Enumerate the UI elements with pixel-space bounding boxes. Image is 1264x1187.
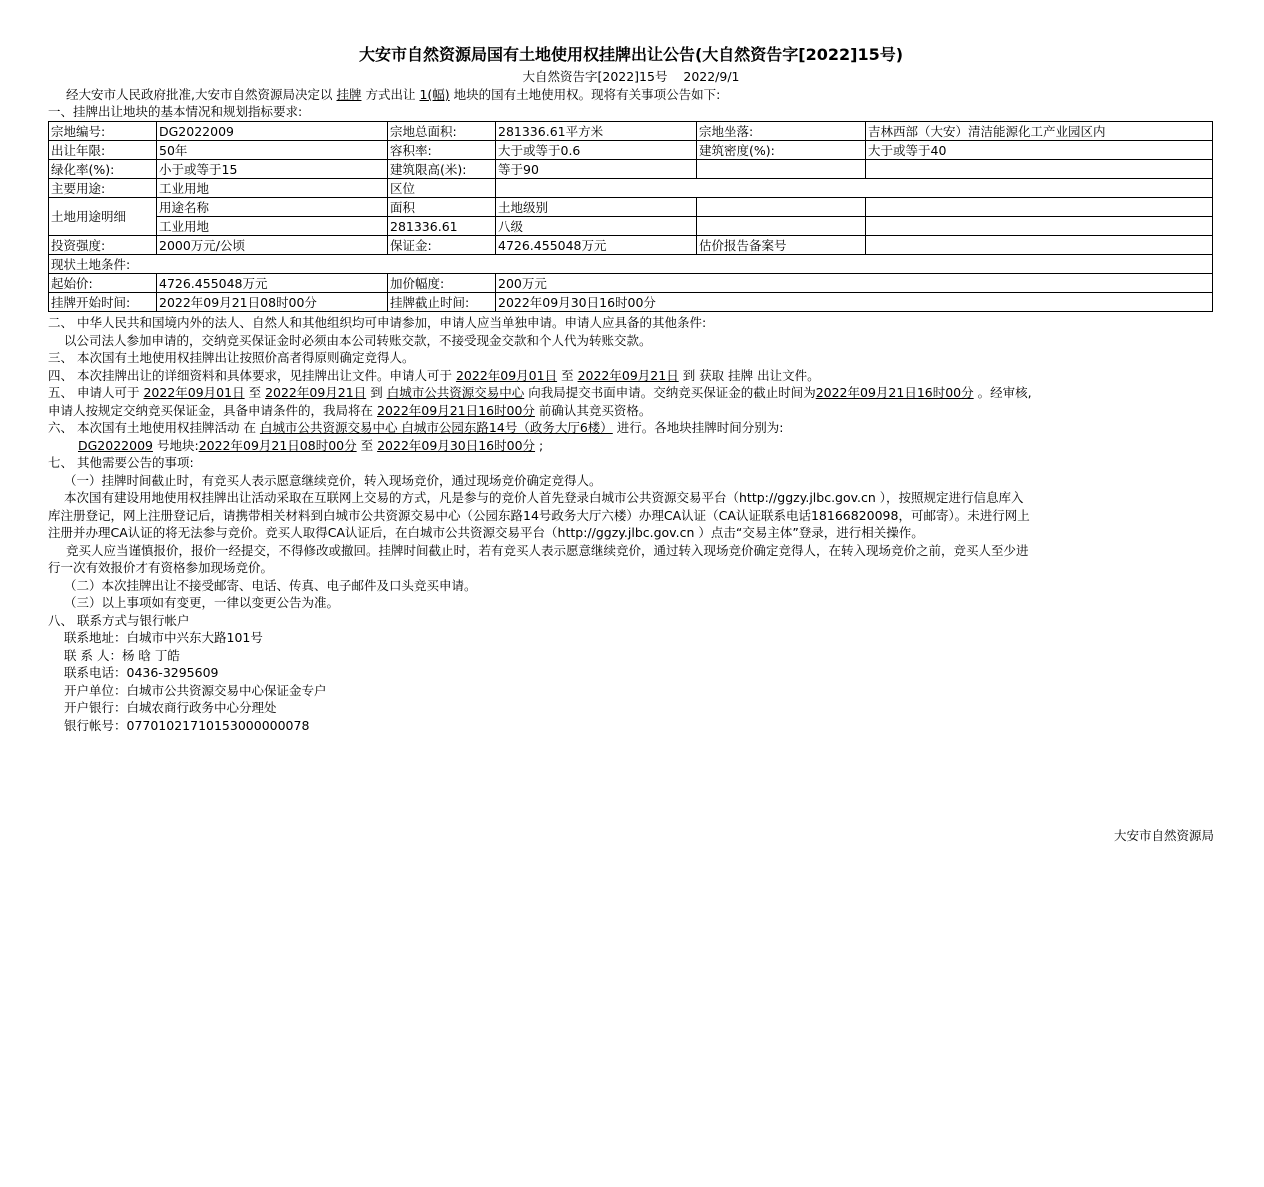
table-cell: 土地用途明细 (49, 198, 157, 236)
section-7-online-l2: 库注册登记，网上注册登记后，请携带相关材料到白城市公共资源交易中心（公园东路14号政务大厅六楼）办理CA认证（CA认证联系电话18166820098，可邮寄）。未进行网上 (48, 507, 1030, 523)
section-1-title: 一、挂牌出让地块的基本情况和规划指标要求: (48, 104, 303, 119)
table-cell (866, 236, 1213, 255)
section-8 (48, 612, 1214, 735)
table-row (49, 217, 1213, 236)
table-cell: 加价幅度: (388, 274, 496, 293)
table-cell (697, 217, 866, 236)
table-cell: DG2022009 (157, 122, 388, 141)
section-7-title: 七、 其他需要公告的事项: (48, 455, 194, 470)
table-cell: 保证金: (388, 236, 496, 255)
section-5-end: 。经审核, (977, 385, 1032, 400)
section-4-text: 四、 本次挂牌出让的详细资料和具体要求，见挂牌出让文件。申请人可于 (48, 367, 452, 383)
table-cell: 建筑限高(米): (388, 160, 496, 179)
table-cell: 小于或等于15 (157, 160, 388, 179)
table-row (49, 160, 1213, 179)
table-cell: 281336.61 (388, 217, 496, 236)
section-6-line-1 (48, 419, 1214, 437)
section-4-date-start: 2022年09月01日 (455, 367, 558, 383)
table-cell: 八级 (496, 217, 697, 236)
section-8-title: 八、 联系方式与银行帐户 (48, 612, 190, 628)
section-5-line-2-end: 前确认其竞买资格。 (538, 402, 652, 418)
table-cell (866, 217, 1213, 236)
section-6-line-2 (48, 437, 1214, 455)
account-unit: 开户单位：白城市公共资源交易中心保证金专户 (64, 682, 327, 698)
section-7-bid-l1: 竞买人应当谨慎报价，报价一经提交，不得修改或撤回。挂牌时间截止时，若有竞买人表示愿意继续竞价，通过转入现场竞价确定竞得人，在转入现场竞价之前，竞买人至少进 (66, 542, 1029, 558)
table-cell: 用途名称 (157, 198, 388, 217)
table-cell: 4726.455048万元 (496, 236, 697, 255)
table-cell: 50年 (157, 141, 388, 160)
table-cell: 面积 (388, 198, 496, 217)
table-row (49, 179, 1213, 198)
table-cell: 主要用途: (49, 179, 157, 198)
table-cell: 挂牌截止时间: (388, 293, 496, 312)
table-cell: 2000万元/公顷 (157, 236, 388, 255)
table-cell: 宗地坐落: (697, 122, 866, 141)
section-7-item-2: （二）本次挂牌出让不接受邮寄、电话、传真、电子邮件及口头竞买申请。 (64, 577, 477, 593)
contact-person: 联 系 人：杨 晗 丁皓 (64, 647, 180, 663)
table-cell: 大于或等于40 (866, 141, 1213, 160)
section-6-place: 白城市公共资源交易中心 白城市公园东路14号（政务大厅6楼） (259, 420, 613, 435)
table-cell: 2022年09月30日16时00分 (496, 293, 1213, 312)
section-5-deadline: 2022年09月21日16时00分 (815, 385, 974, 400)
parcel-to: 至 (360, 437, 374, 453)
section-5-deadline-text: 向我局提交书面申请。交纳竞买保证金的截止时间为 (528, 385, 816, 400)
table-cell: 投资强度: (49, 236, 157, 255)
intro-paragraph (48, 86, 1214, 103)
section-6-text: 六、 本次国有土地使用权挂牌活动 在 (48, 420, 256, 435)
contact-phone: 联系电话：0436-3295609 (64, 665, 219, 680)
parcel-end: ; (539, 437, 544, 453)
table-row (49, 255, 1213, 274)
table-cell (866, 198, 1213, 217)
section-7 (48, 454, 1214, 612)
table-row (49, 198, 1213, 217)
table-cell: 大于或等于0.6 (496, 141, 697, 160)
section-3: 三、 本次国有土地使用权挂牌出让按照价高者得原则确定竞得人。 (48, 350, 415, 365)
table-cell (697, 160, 866, 179)
table-row (49, 141, 1213, 160)
table-cell: 281336.61平方米 (496, 122, 697, 141)
contact-address: 联系地址：白城市中兴东大路101号 (64, 630, 263, 645)
doc-number-date (48, 68, 1214, 86)
section-2 (48, 314, 1214, 349)
table-cell: 工业用地 (157, 217, 388, 236)
table-row (49, 274, 1213, 293)
table-cell: 挂牌开始时间: (49, 293, 157, 312)
section-5-text: 五、 申请人可于 (48, 385, 140, 400)
section-7-online-l3: 注册并办理CA认证的将无法参与竞价。竞买人取得CA认证后，在白城市公共资源交易平台（http://ggzy.jlbc.gov.cn ）点击“交易主体”登录，进行相关操作。 (48, 525, 924, 540)
table-cell: 宗地编号: (49, 122, 157, 141)
table-cell: 吉林西部（大安）清洁能源化工产业园区内 (866, 122, 1213, 141)
table-row (49, 293, 1213, 312)
section-7-bid-l2: 行一次有效报价才有资格参加现场竞价。 (48, 560, 274, 575)
section-5 (48, 384, 1214, 419)
table-cell: 容积率: (388, 141, 496, 160)
page-title: 大安市自然资源局国有土地使用权挂牌出让公告(大自然资告字[2022]15号) (358, 45, 904, 64)
table-cell: 工业用地 (157, 179, 388, 198)
signature: 大安市自然资源局 (1113, 828, 1214, 843)
section-4-text-end: 到 获取 挂牌 出让文件。 (682, 367, 820, 383)
table-cell: 绿化率(%): (49, 160, 157, 179)
table-cell (866, 160, 1213, 179)
section-2-line-1: 二、 中华人民共和国境内外的法人、自然人和其他组织均可申请参加，申请人应当单独申请。申请人应具备的其他条件: (48, 315, 707, 330)
intro-text-2: 方式出让 (365, 87, 416, 102)
section-5-to: 至 (248, 385, 262, 400)
doc-date: 2022/9/1 (683, 69, 740, 84)
table-cell: 现状土地条件: (49, 255, 1213, 274)
account-number: 银行帐号：07701021710153000000078 (64, 717, 310, 733)
section-5-place: 白城市公共资源交易中心 (386, 385, 525, 400)
section-5-date-start: 2022年09月01日 (143, 385, 245, 400)
section-4-date-end: 2022年09月21日 (577, 367, 679, 383)
table-cell: 宗地总面积: (388, 122, 496, 141)
table-cell: 土地级别 (496, 198, 697, 217)
section-5-line-2-text: 申请人按规定交纳竞买保证金，具备申请条件的，我局将在 (48, 402, 374, 418)
parcel-code: DG2022009 (78, 437, 153, 453)
section-5-line-1 (48, 384, 1214, 402)
parcel-end-time: 2022年09月30日16时00分 (377, 437, 536, 453)
intro-method: 挂牌 (336, 87, 362, 102)
section-4 (48, 367, 1214, 385)
table-cell (496, 179, 1213, 198)
parcel-suffix: 号地块: (156, 437, 199, 453)
table-cell: 等于90 (496, 160, 697, 179)
table-cell: 估价报告备案号 (697, 236, 866, 255)
section-5-confirm-date: 2022年09月21日16时00分 (377, 402, 535, 418)
doc-number: 大自然资告字[2022]15号 (522, 69, 668, 84)
section-6-text-end: 进行。各地块挂牌时间分别为: (616, 420, 784, 435)
table-cell: 2022年09月21日08时00分 (157, 293, 388, 312)
announcement-document (48, 42, 1214, 734)
table-cell (697, 198, 866, 217)
section-5-at: 到 (370, 385, 383, 400)
table-cell: 200万元 (496, 274, 1213, 293)
land-info-table (48, 121, 1213, 312)
table-cell: 出让年限: (49, 141, 157, 160)
intro-text-3: 地块的国有土地使用权。现将有关事项公告如下: (453, 87, 721, 102)
section-7-item-1: （一）挂牌时间截止时，有竞买人表示愿意继续竞价，转入现场竞价，通过现场竞价确定竞得人。 (64, 472, 602, 488)
section-5-date-end: 2022年09月21日 (265, 385, 367, 400)
table-cell: 起始价: (49, 274, 157, 293)
section-6 (48, 419, 1214, 454)
intro-text-1: 经大安市人民政府批准,大安市自然资源局决定以 (66, 87, 333, 102)
account-bank: 开户银行：白城农商行政务中心分理处 (64, 700, 277, 715)
section-4-to: 至 (561, 367, 574, 383)
intro-count: 1(幅) (419, 87, 450, 102)
section-5-line-2 (48, 402, 1214, 420)
section-7-item-3: （三）以上事项如有变更，一律以变更公告为准。 (64, 595, 340, 610)
table-cell: 4726.455048万元 (157, 274, 388, 293)
section-2-line-2: 以公司法人参加申请的，交纳竞买保证金时必须由本公司转账交款，不接受现金交款和个人代为转账交款。 (64, 332, 652, 348)
section-7-online-l1: 本次国有建设用地使用权挂牌出让活动采取在互联网上交易的方式，凡是参与的竞价人首先登录白城市公共资源交易平台（http://ggzy.jlbc.gov.cn ），按照规定进行信息库入 (64, 490, 1024, 505)
parcel-start-time: 2022年09月21日08时00分 (198, 437, 357, 453)
table-cell: 区位 (388, 179, 496, 198)
table-cell: 建筑密度(%): (697, 141, 866, 160)
table-row (49, 236, 1213, 255)
table-row (49, 122, 1213, 141)
